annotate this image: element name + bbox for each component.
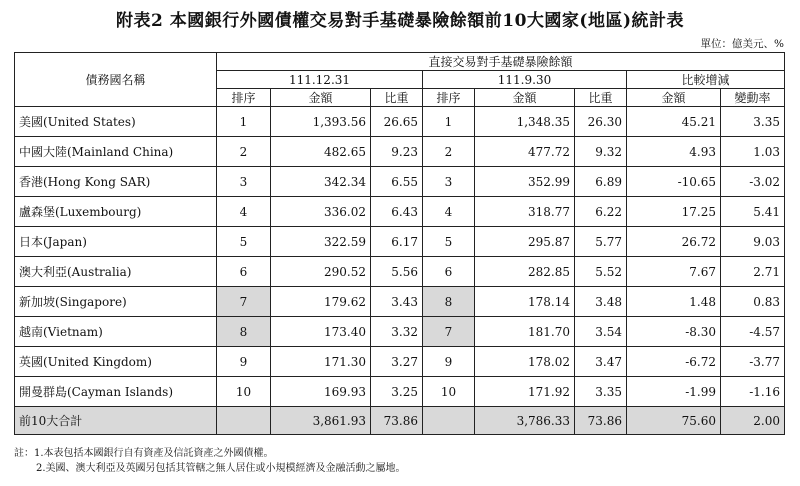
share-cell: 3.25 xyxy=(371,377,423,407)
share-cell: 9.23 xyxy=(371,137,423,167)
diff-cell: -1.99 xyxy=(627,377,721,407)
country-name: 日本(Japan) xyxy=(15,227,217,257)
empty-cell xyxy=(217,407,271,435)
total-amount-cell: 3,861.93 xyxy=(271,407,371,435)
diff-cell: 45.21 xyxy=(627,107,721,137)
rank-cell-highlighted: 8 xyxy=(423,287,475,317)
rank-header: 排序 xyxy=(423,89,475,107)
rank-cell: 5 xyxy=(217,227,271,257)
total-diff-cell: 75.60 xyxy=(627,407,721,435)
amount-cell: 179.62 xyxy=(271,287,371,317)
table-row xyxy=(15,377,785,407)
amount-cell: 282.85 xyxy=(475,257,575,287)
rank-cell: 10 xyxy=(217,377,271,407)
rank-cell: 1 xyxy=(423,107,475,137)
table-row xyxy=(15,287,785,317)
compare-header: 比較增減 xyxy=(627,71,785,89)
rank-cell: 4 xyxy=(423,197,475,227)
diff-cell: 26.72 xyxy=(627,227,721,257)
rate-cell: 5.41 xyxy=(721,197,785,227)
share-cell: 3.32 xyxy=(371,317,423,347)
rate-cell: 2.71 xyxy=(721,257,785,287)
diff-cell: -6.72 xyxy=(627,347,721,377)
amount-cell: 295.87 xyxy=(475,227,575,257)
period2-header: 111.9.30 xyxy=(423,71,627,89)
amount-cell: 482.65 xyxy=(271,137,371,167)
table-row xyxy=(15,347,785,377)
rank-cell-highlighted: 7 xyxy=(217,287,271,317)
change-rate-header: 變動率 xyxy=(721,89,785,107)
share-cell: 3.27 xyxy=(371,347,423,377)
share-cell: 9.32 xyxy=(575,137,627,167)
total-rate-cell: 2.00 xyxy=(721,407,785,435)
country-name: 美國(United States) xyxy=(15,107,217,137)
rate-cell: -4.57 xyxy=(721,317,785,347)
period1-header: 111.12.31 xyxy=(217,71,423,89)
country-name: 香港(Hong Kong SAR) xyxy=(15,167,217,197)
amount-cell: 181.70 xyxy=(475,317,575,347)
share-cell: 26.30 xyxy=(575,107,627,137)
amount-header: 金額 xyxy=(271,89,371,107)
page-title: 附表2 本國銀行外國債權交易對手基礎暴險餘額前10大國家(地區)統計表 xyxy=(116,11,684,31)
footnotes xyxy=(14,446,406,476)
amount-cell: 173.40 xyxy=(271,317,371,347)
total-share-cell: 73.86 xyxy=(575,407,627,435)
unit-label: 單位：億美元、% xyxy=(700,38,784,50)
table-row xyxy=(15,227,785,257)
share-cell: 26.65 xyxy=(371,107,423,137)
rank-cell: 3 xyxy=(423,167,475,197)
amount-cell: 322.59 xyxy=(271,227,371,257)
diff-cell: 1.48 xyxy=(627,287,721,317)
amount-header: 金額 xyxy=(475,89,575,107)
amount-cell: 342.34 xyxy=(271,167,371,197)
share-cell: 6.43 xyxy=(371,197,423,227)
amount-cell: 169.93 xyxy=(271,377,371,407)
rate-cell: -1.16 xyxy=(721,377,785,407)
amount-cell: 352.99 xyxy=(475,167,575,197)
group-header: 直接交易對手基礎暴險餘額 xyxy=(217,53,785,71)
table-row xyxy=(15,167,785,197)
rank-cell: 2 xyxy=(217,137,271,167)
share-cell: 6.55 xyxy=(371,167,423,197)
empty-cell xyxy=(423,407,475,435)
amount-cell: 178.02 xyxy=(475,347,575,377)
country-column-header: 債務國名稱 xyxy=(15,53,217,107)
total-label: 前10大合計 xyxy=(15,407,217,435)
rank-cell: 6 xyxy=(423,257,475,287)
diff-cell: 17.25 xyxy=(627,197,721,227)
rate-cell: 9.03 xyxy=(721,227,785,257)
share-cell: 3.54 xyxy=(575,317,627,347)
rate-cell: 0.83 xyxy=(721,287,785,317)
rank-header: 排序 xyxy=(217,89,271,107)
rate-cell: 1.03 xyxy=(721,137,785,167)
amount-cell: 290.52 xyxy=(271,257,371,287)
footnote-1: 註：1.本表包括本國銀行自有資產及信託資產之外國債權。 xyxy=(14,448,274,459)
rank-cell: 9 xyxy=(217,347,271,377)
diff-cell: -8.30 xyxy=(627,317,721,347)
rank-cell-highlighted: 7 xyxy=(423,317,475,347)
rank-cell: 10 xyxy=(423,377,475,407)
amount-cell: 171.30 xyxy=(271,347,371,377)
table-row xyxy=(15,257,785,287)
share-cell: 6.89 xyxy=(575,167,627,197)
diff-cell: -10.65 xyxy=(627,167,721,197)
amount-cell: 1,348.35 xyxy=(475,107,575,137)
country-name: 澳大利亞(Australia) xyxy=(15,257,217,287)
amount-cell: 1,393.56 xyxy=(271,107,371,137)
share-cell: 5.77 xyxy=(575,227,627,257)
rank-cell: 6 xyxy=(217,257,271,287)
country-name: 中國大陸(Mainland China) xyxy=(15,137,217,167)
rank-cell-highlighted: 8 xyxy=(217,317,271,347)
rank-cell: 1 xyxy=(217,107,271,137)
share-header: 比重 xyxy=(575,89,627,107)
country-name: 開曼群島(Cayman Islands) xyxy=(15,377,217,407)
rank-cell: 2 xyxy=(423,137,475,167)
share-cell: 3.43 xyxy=(371,287,423,317)
exposure-table xyxy=(14,52,785,435)
rank-cell: 5 xyxy=(423,227,475,257)
table-row xyxy=(15,137,785,167)
amount-cell: 477.72 xyxy=(475,137,575,167)
share-header: 比重 xyxy=(371,89,423,107)
country-name: 英國(United Kingdom) xyxy=(15,347,217,377)
amount-cell: 178.14 xyxy=(475,287,575,317)
share-cell: 3.35 xyxy=(575,377,627,407)
total-row xyxy=(15,407,785,435)
diff-cell: 7.67 xyxy=(627,257,721,287)
total-share-cell: 73.86 xyxy=(371,407,423,435)
amount-cell: 171.92 xyxy=(475,377,575,407)
country-name: 新加坡(Singapore) xyxy=(15,287,217,317)
share-cell: 3.47 xyxy=(575,347,627,377)
rate-cell: 3.35 xyxy=(721,107,785,137)
amount-cell: 336.02 xyxy=(271,197,371,227)
footnote-2: 2.美國、澳大利亞及英國另包括其管轄之無人居住或小規模經濟及金融活動之屬地。 xyxy=(36,463,406,474)
amount-cell: 318.77 xyxy=(475,197,575,227)
rate-cell: -3.77 xyxy=(721,347,785,377)
rank-cell: 9 xyxy=(423,347,475,377)
table-row xyxy=(15,197,785,227)
share-cell: 3.48 xyxy=(575,287,627,317)
rank-cell: 4 xyxy=(217,197,271,227)
country-name: 越南(Vietnam) xyxy=(15,317,217,347)
table-row xyxy=(15,317,785,347)
rank-cell: 3 xyxy=(217,167,271,197)
country-name: 盧森堡(Luxembourg) xyxy=(15,197,217,227)
share-cell: 6.22 xyxy=(575,197,627,227)
total-amount-cell: 3,786.33 xyxy=(475,407,575,435)
share-cell: 5.52 xyxy=(575,257,627,287)
share-cell: 6.17 xyxy=(371,227,423,257)
rate-cell: -3.02 xyxy=(721,167,785,197)
table-row xyxy=(15,107,785,137)
amount-header: 金額 xyxy=(627,89,721,107)
diff-cell: 4.93 xyxy=(627,137,721,167)
share-cell: 5.56 xyxy=(371,257,423,287)
